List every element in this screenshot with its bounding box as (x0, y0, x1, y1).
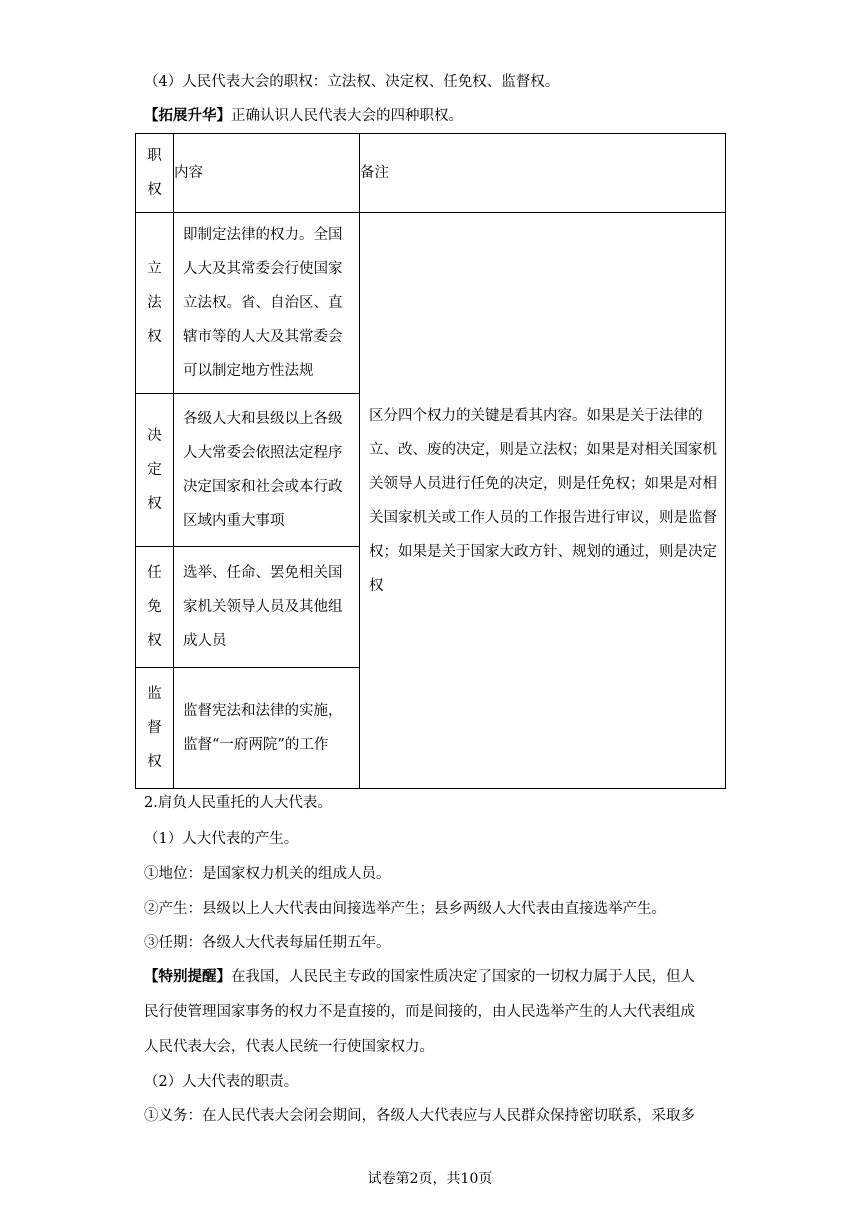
item-4-powers: （4）人民代表大会的职权：立法权、决定权、任免权、监督权。 (144, 74, 560, 90)
reminder-line-1 (144, 967, 695, 987)
power-note: 区分四个权力的关键是看其内容。如果是关于法律的立、改、废的决定，则是立法权；如果是对相关国家机关领导人员进行任免的决定，则是任免权；如果是对相关国家机关或工作人员的工作报告进行审议，则是监督权；如果是关于国家大政方针、规划的通过，则是决定权 (360, 213, 726, 789)
power-content: 监督宪法和法律的实施，监督“一府两院”的工作 (174, 668, 360, 789)
reminder-line-2: 民行使管理国家事务的权力不是直接的，而是间接的，由人民选举产生的人大代表组成 (144, 1004, 695, 1020)
origin-line: ②产生：县级以上人大代表由间接选举产生；县乡两级人大代表由直接选举产生。 (144, 901, 666, 917)
powers-table (135, 133, 726, 789)
reminder-tag: 【特别提醒】 (144, 968, 231, 985)
extension-text: 正确认识人民代表大会的四种职权。 (231, 108, 463, 124)
table-row (136, 213, 726, 394)
power-name: 立法权 (136, 213, 174, 394)
header-note: 备注 (360, 134, 726, 213)
status-line: ①地位：是国家权力机关的组成人员。 (144, 866, 391, 882)
subsection-2-heading: （2）人大代表的职责。 (144, 1074, 299, 1090)
power-content: 选举、任命、罢免相关国家机关领导人员及其他组成人员 (174, 547, 360, 668)
power-content: 即制定法律的权力。全国人大及其常委会行使国家立法权。省、自治区、直辖市等的人大及其常委会可以制定地方性法规 (174, 213, 360, 394)
reminder-text-1: 在我国，人民民主专政的国家性质决定了国家的一切权力属于人民，但人 (231, 969, 695, 985)
power-name: 监督权 (136, 668, 174, 789)
power-name: 任免权 (136, 547, 174, 668)
power-name: 决定权 (136, 394, 174, 547)
header-content: 内容 (174, 134, 360, 213)
reminder-line-3: 人民代表大会，代表人民统一行使国家权力。 (144, 1039, 434, 1055)
term-line: ③任期：各级人大代表每届任期五年。 (144, 935, 391, 951)
extension-line (144, 106, 463, 126)
header-power: 职权 (136, 134, 174, 213)
page-footer: 试卷第2页，共10页 (367, 1171, 493, 1187)
extension-tag: 【拓展升华】 (144, 107, 231, 124)
table-header-row (136, 134, 726, 213)
duty-line: ①义务：在人民代表大会闭会期间，各级人大代表应与人民群众保持密切联系，采取多 (144, 1108, 695, 1124)
power-content: 各级人大和县级以上各级人大常委会依照法定程序决定国家和社会或本行政区域内重大事项 (174, 394, 360, 547)
subsection-1-heading: （1）人大代表的产生。 (144, 831, 299, 847)
section-2-heading: 2.肩负人民重托的人大代表。 (144, 795, 332, 811)
